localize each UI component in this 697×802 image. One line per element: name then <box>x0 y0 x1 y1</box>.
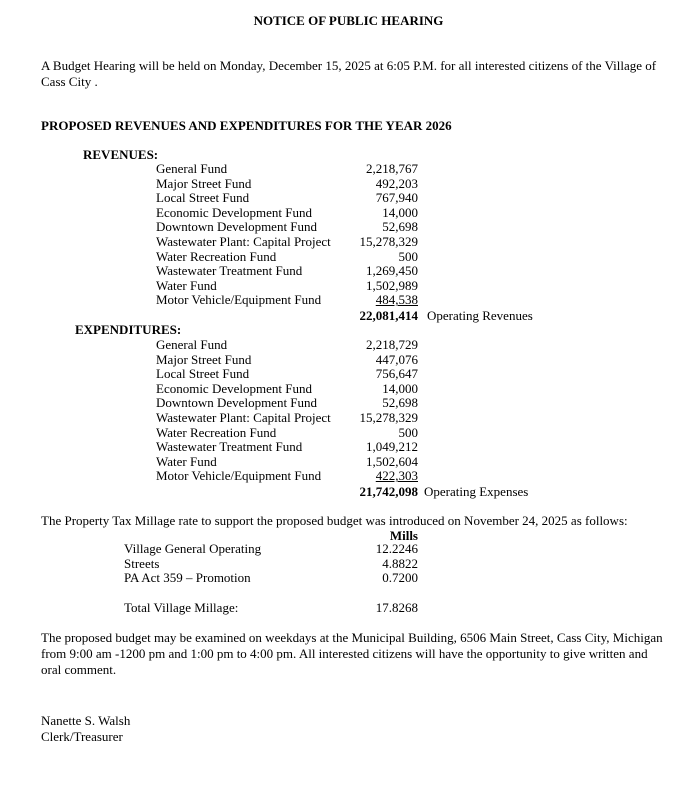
millage-name: Village General Operating <box>124 541 262 556</box>
revenue-fund-name: Economic Development Fund <box>156 204 312 220</box>
revenue-fund-name: Wastewater Plant: Capital Project <box>156 233 331 249</box>
signature-name: Nanette S. Walsh <box>41 713 131 728</box>
expenditure-amount: 14,000 <box>382 380 418 396</box>
revenue-fund-name: Wastewater Treatment Fund <box>156 263 303 279</box>
revenue-fund-name: Major Street Fund <box>156 175 252 191</box>
revenue-amount: 767,940 <box>375 190 418 206</box>
expenditures-total: 21,742,098 <box>359 484 418 499</box>
expenditure-amount: 422,303 <box>375 468 418 484</box>
total-millage-value: 17.8268 <box>375 600 418 615</box>
examination-notice: The proposed budget may be examined on weekdays at the Municipal Building, 6506 Main Street, Cass City, Michigan from 9:00 am -1200 pm and 1:00 pm to 4:00 pm. All interested citizens will have the opportunity to give written and oral comment. <box>41 630 663 677</box>
revenue-amount-list <box>340 162 418 308</box>
millage-value: 0.7200 <box>382 570 418 586</box>
mills-heading: Mills <box>389 528 418 543</box>
section-heading: PROPOSED REVENUES AND EXPENDITURES FOR THE YEAR 2026 <box>41 118 452 133</box>
revenue-fund-name: Local Street Fund <box>156 190 250 206</box>
revenue-fund-name: Water Recreation Fund <box>156 248 277 264</box>
expenditures-total-label: Operating Expenses <box>424 484 529 499</box>
expenditure-amount: 756,647 <box>375 366 418 382</box>
revenue-amount: 492,203 <box>375 175 418 191</box>
expenditure-amount: 1,049,212 <box>366 439 418 455</box>
expenditure-fund-name: Economic Development Fund <box>156 380 312 396</box>
expenditure-fund-name: Downtown Development Fund <box>156 395 318 411</box>
millage-name: Streets <box>124 555 160 571</box>
revenues-total: 22,081,414 <box>359 308 418 323</box>
expenditure-amount: 447,076 <box>375 351 418 367</box>
millage-value: 4.8822 <box>382 555 418 571</box>
millage-name: PA Act 359 – Promotion <box>124 570 251 586</box>
revenue-amount: 484,538 <box>375 292 418 308</box>
revenues-total-label: Operating Revenues <box>427 308 533 323</box>
millage-value: 12.2246 <box>375 541 418 556</box>
expenditure-fund-name: Water Fund <box>156 453 217 469</box>
revenue-fund-name: Motor Vehicle/Equipment Fund <box>156 292 322 308</box>
revenue-amount: 52,698 <box>382 219 418 235</box>
revenue-amount: 1,269,450 <box>366 263 418 279</box>
expenditure-fund-name: General Fund <box>156 337 228 352</box>
signature-title: Clerk/Treasurer <box>41 729 123 744</box>
expenditure-fund-name: Water Recreation Fund <box>156 424 277 440</box>
expenditure-amount: 2,218,729 <box>366 337 418 352</box>
millage-name-list <box>124 542 324 586</box>
expenditure-amount: 15,278,329 <box>359 409 418 425</box>
expenditure-fund-name: Local Street Fund <box>156 366 250 382</box>
revenue-fund-name: General Fund <box>156 161 228 176</box>
notice-title: NOTICE OF PUBLIC HEARING <box>253 13 444 28</box>
expenditures-heading: EXPENDITURES: <box>75 322 182 337</box>
millage-value-list <box>340 542 418 586</box>
expenditure-fund-name: Wastewater Plant: Capital Project <box>156 409 331 425</box>
expenditure-fund-name: Major Street Fund <box>156 351 252 367</box>
expenditure-fund-name: Motor Vehicle/Equipment Fund <box>156 468 322 484</box>
revenue-amount: 15,278,329 <box>359 233 418 249</box>
revenue-fund-name: Water Fund <box>156 277 217 293</box>
expenditure-amount: 52,698 <box>382 395 418 411</box>
total-millage-label: Total Village Millage: <box>124 600 239 615</box>
expenditure-amount: 500 <box>398 424 418 440</box>
hearing-announcement: A Budget Hearing will be held on Monday, December 15, 2025 at 6:05 P.M. for all interested citizens of the Village of Cass City . <box>41 58 657 89</box>
revenue-amount: 500 <box>398 248 418 264</box>
revenues-heading: REVENUES: <box>83 147 159 162</box>
millage-intro: The Property Tax Millage rate to support the proposed budget was introduced on November 24, 2025 as follows: <box>41 513 628 528</box>
revenue-amount: 14,000 <box>382 204 418 220</box>
expenditure-amount-list <box>340 338 418 484</box>
expenditure-fund-list <box>156 338 356 484</box>
expenditure-fund-name: Wastewater Treatment Fund <box>156 439 303 455</box>
revenue-fund-list <box>156 162 356 308</box>
revenue-amount: 1,502,989 <box>366 277 418 293</box>
revenue-amount: 2,218,767 <box>366 161 418 176</box>
revenue-fund-name: Downtown Development Fund <box>156 219 318 235</box>
expenditure-amount: 1,502,604 <box>366 453 418 469</box>
